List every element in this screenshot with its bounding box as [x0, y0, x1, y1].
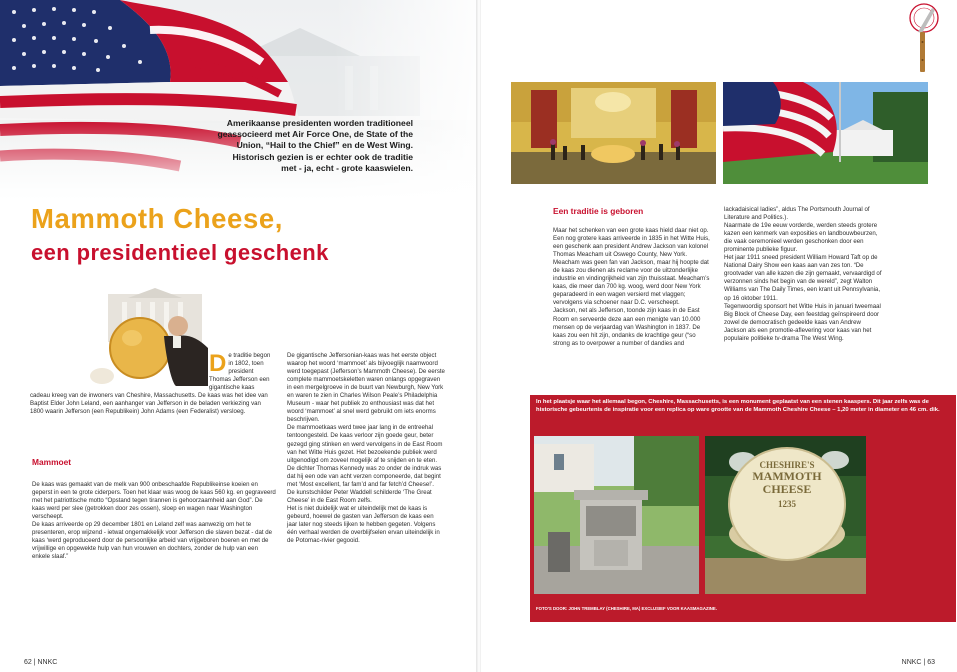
- section-heading-traditie: Een traditie is geboren: [553, 206, 644, 216]
- article-title-line2: een presidentieel geschenk: [31, 240, 329, 265]
- cheese-press-monument-photo: [534, 436, 699, 594]
- white-house-flag-photo: [723, 82, 928, 184]
- body-paragraph: De kaas arriveerde op 29 december 1801 en Leland zelf was aanwezig om het te presenteren, erop wijzend - ietwat ongemakkelijk voor Jefferson die slaven bezat - dat de kaas ‘werd geproduceerd door de persoonlijke arbeid van vrijgeboren boeren en met de vrijwillige en opgewekte hulp van hun vrouwen en dochters, zonder de hulp van een enkele slaaf.”: [32, 521, 273, 561]
- band-caption: In het plaatsje waar het allemaal begon, Cheshire, Massachusetts, is een monument geplaatst van een stenen kaaspers. Dit jaar zelfs was de historische gebeurtenis de inspiratie voor een replica op ware grootte van de Mammoth Cheshire Cheese – 1,20 meter in diameter en 46 cm. dik.: [536, 399, 940, 414]
- body-paragraph: lackadaisical ladies”, aldus The Portsmouth Journal of Literature and Politics.).: [724, 206, 870, 222]
- photo-caption-band: [530, 395, 956, 622]
- body-paragraph: Het jaar 1911 sneed president William Howard Taft op de National Dairy Show een kaas aan van zes ton. “De grootvader van alle kazen die zijn gemaakt, vervaardigd of verzonnen sinds het begin van de wereld”, zegt Walton Williams van The Daily Times, een krant uit Pennsylvania, op 16 oktober 1911.: [724, 254, 882, 302]
- hero-caption: Amerikaanse presidenten worden traditioneel geassocieerd met Air Force One, de State of the Union, “Hail to the Chief” en de West Wing. Historisch gezien is er echter ook de traditie met - ja, echt - grote kaaswielen.: [217, 118, 413, 173]
- intro-paragraph-wrapper: [30, 352, 275, 416]
- right-page: [481, 0, 957, 672]
- article-title-line1: Mammoth Cheese,: [31, 203, 283, 234]
- left-column-1: [32, 481, 276, 561]
- body-paragraph: De kunstschilder Peter Waddell schilderde ‘The Great Cheese’ in de East Room zelfs.: [287, 488, 432, 504]
- page-number-left: 62 | NNKC: [24, 659, 58, 666]
- body-paragraph: Maar het schenken van een grote kaas hield daar niet op. Een nog grotere kaas arriveerde in 1835 in het Witte Huis, een geschenk aan president Andrew Jackson van kolonel Thomas Meacham uit Oswego County, New York.: [553, 227, 710, 259]
- left-column-2: [287, 352, 445, 545]
- right-column-2: [724, 206, 882, 343]
- cheese-knife-logo-icon: [902, 2, 946, 74]
- mammoth-cheese-replica-photo: [705, 436, 866, 594]
- body-paragraph: Tegenwoordig sponsort het Witte Huis in januari tweemaal Big Block of Cheese Day, een feestdag geïnspireerd door zowel de democratisch gedeelde kaas van Andrew Jackson als een promotie-aflevering voor kaas van het populaire politieke tv-drama The West Wing.: [724, 302, 881, 342]
- body-paragraph: De kaas was gemaakt van de melk van 900 onbeschaafde Republikeinse koeien en geperst in een te grote ciderpers. Toen het klaar was woog de kaas 560 kg. en gegraveerd met het patriottische motto “Opstand tegen tirannen is gehoorzaamheid aan God”. De kaas werd per slee (getrokken door zes ossen), sloep en wagen naar Washington verscheept.: [32, 481, 276, 521]
- body-paragraph: De dichter Thomas Kennedy was zo onder de indruk was dat hij een ode van acht verzen componeerde, dat begint met ‘Most excellent, far fam’d and far fetch’d Cheese!’.: [287, 464, 442, 488]
- hero-photo-flag-white-house: [0, 0, 477, 200]
- page-number-right: NNKC | 63: [901, 659, 935, 666]
- right-column-1: [553, 227, 713, 348]
- body-paragraph: Meacham was geen fan van Jackson, maar hij hoopte dat de kaas zou dienen als reclame voor de uitzonderlijke industrie en vindingrijkheid van zijn thuisstaat. Meacham’s kaas, die meer dan 700 kg. woog, werd door New York geparadeerd in een wagen versierd met vlaggen; vervolgens via schoener naar D.C. verscheept.: [553, 259, 710, 307]
- body-paragraph: Naarmate de 19e eeuw vorderde, werden steeds grotere kazen een kenmerk van exposities en landbouwbeurzen, die vaak ceremonieel werden geschonken door een prominente publieke figuur.: [724, 222, 878, 254]
- body-paragraph: Jackson, net als Jefferson, toonde zijn kaas in de East Room en serveerde deze aan een menigte van 10.000 mensen op de verjaardag van Washington in 1837. De kaas zou een hit zijn, ondanks de krachtige geur (“so strong as to overpower a number of dandies and: [553, 307, 701, 347]
- section-heading-mammoet: Mammoet: [32, 457, 72, 467]
- intro-paragraph: e traditie begon in 1802, toen president Thomas Jefferson een gigantische kaas cadeau kreeg van de inwoners van Cheshire, Massachusetts. De kaas was het idee van Baptist Elder John Leland, een aanhanger van Jefferson in de beladen verkiezing van 1800 waarin Jefferson (een Republikein) John Adams (een Federalist) versloeg.: [30, 352, 271, 416]
- body-paragraph: De mammoetkaas werd twee jaar lang in de entreehal tentoongesteld. De kaas verloor zijn goede geur, beter gezegd ging stinken en werd vervolgens in de East Room van het Witte Huis gezet. Het bezoekende publiek werd uitgenodigd om zoveel mogelijk af te snijden en te eten.: [287, 424, 443, 464]
- photo-credit: FOTO'S DOOR: JOHN TREMBLAY (CHESHIRE, MA) EXCLUSIEF VOOR KAASMAGAZINE.: [536, 606, 717, 611]
- intro-dropcap: D: [209, 350, 227, 377]
- body-paragraph: Het is niet duidelijk wat er uiteindelijk met de kaas is gebeurd, hoewel de gasten van Jefferson de kaas een jaar later nog steeds lijken te hebben gegeten. Volgens één verhaal werden de overblijfselen ervan uiteindelijk in de Potomac-rivier gegooid.: [287, 504, 440, 545]
- great-cheese-painting: [511, 82, 716, 184]
- monument-inscription: CHESHIRE'S MAMMOTH CHEESE 1235: [752, 460, 822, 509]
- left-page: [0, 0, 477, 672]
- body-paragraph: De gigantische Jeffersonian-kaas was het eerste object waarop het woord ‘mammoet’ als bijvoeglijk naamwoord werd toegepast (Jefferson’s Mammoth Cheese). De eerste complete mammoetskeletten waren onlangs opgegraven in een mergelgroeve in de buurt van Newburgh, New York en waren te zien in Charles Wilson Peale’s Philadelphia Museum - waar het publiek zo enthousiast was dat het woord ‘mammoet’ al snel werd gebruikt om iets enorms beschrijven.: [287, 352, 445, 424]
